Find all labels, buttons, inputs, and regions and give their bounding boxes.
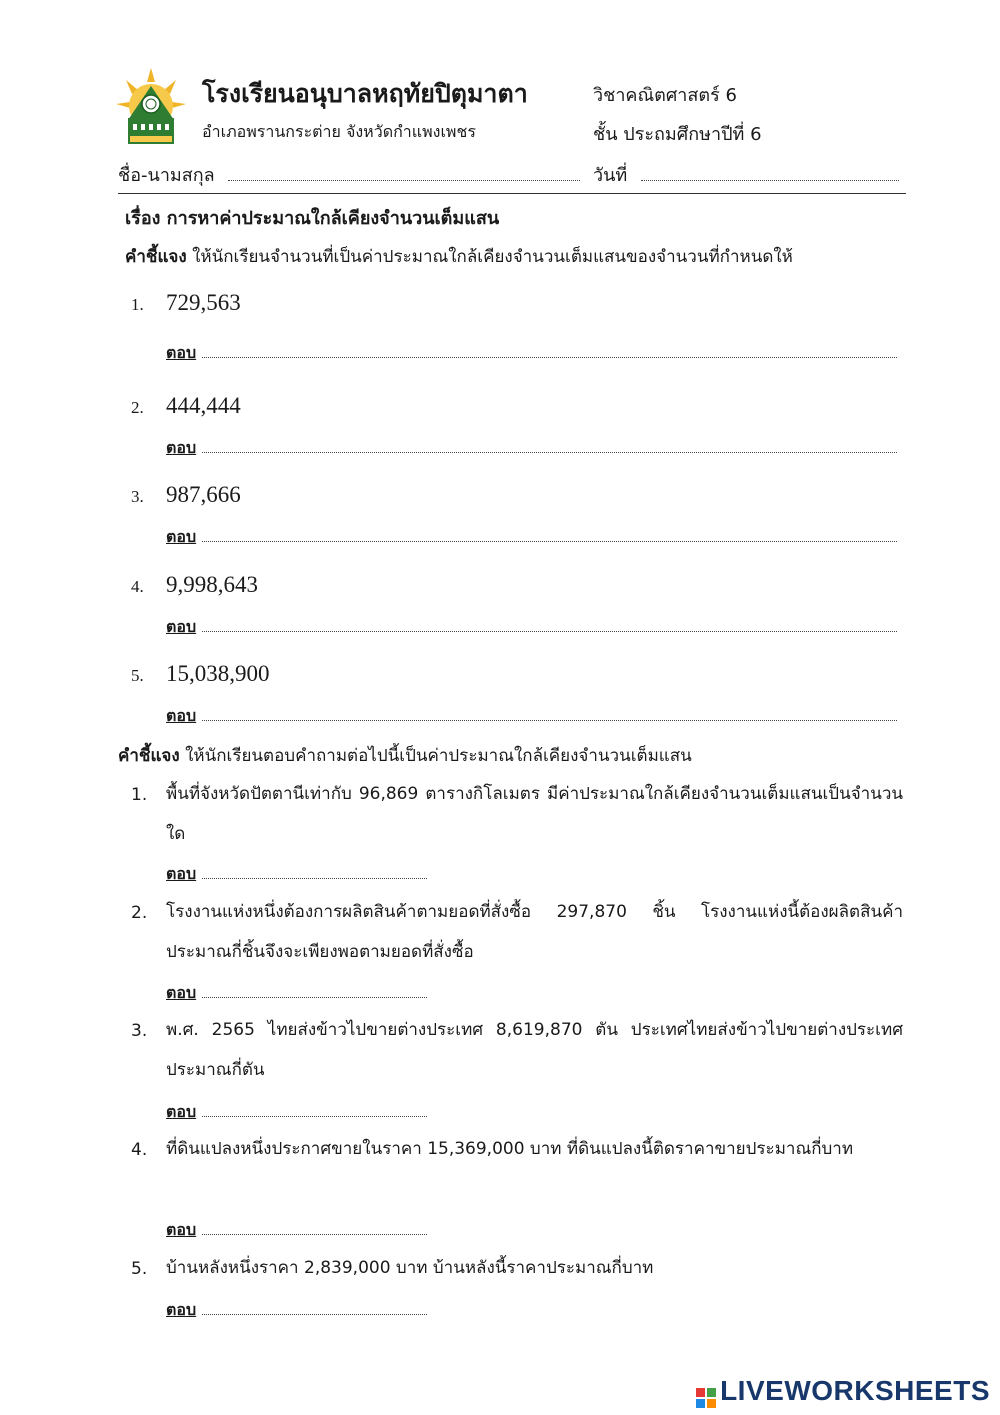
date-answer-line[interactable] — [641, 168, 899, 181]
answer-label: ตอบ — [166, 706, 197, 725]
s1-item-5-value: 15,038,900 — [166, 661, 270, 686]
answer-label: ตอบ — [166, 1102, 197, 1121]
date-row — [593, 160, 899, 189]
header-divider — [118, 193, 906, 194]
subject-label: วิชาคณิตศาสตร์ 6 — [593, 85, 737, 106]
section2-instruction-text: ให้นักเรียนตอบคำถามต่อไปนี้เป็นค่าประมาณใกล้เคียงจำนวนเต็มแสน — [185, 746, 692, 766]
section1-instruction-label: คำชี้แจง — [125, 247, 187, 267]
section2-instruction — [118, 742, 692, 769]
s1-item-2-number: 2. — [131, 398, 144, 417]
name-label: ชื่อ-นามสกุล — [118, 165, 215, 186]
s1-item-5-number: 5. — [131, 666, 144, 685]
s1-item-4-answer — [166, 615, 897, 640]
answer-line[interactable] — [202, 1302, 427, 1315]
s1-item-1-number: 1. — [131, 295, 144, 314]
school-logo — [116, 68, 186, 148]
s1-item-3-number: 3. — [131, 487, 144, 506]
s2-item-3-question: พ.ศ. 2565 ไทยส่งข้าวไปขายต่างประเทศ 8,619,870 ตัน ประเทศไทยส่งข้าวไปขายต่างประเทศประมาณกี่ตัน — [166, 1020, 903, 1080]
answer-label: ตอบ — [166, 1220, 197, 1239]
s1-item-1-value: 729,563 — [166, 290, 241, 315]
answer-line[interactable] — [202, 619, 897, 632]
answer-line[interactable] — [202, 529, 897, 542]
answer-line[interactable] — [202, 1222, 427, 1235]
answer-label: ตอบ — [166, 438, 197, 457]
s1-item-3-answer — [166, 525, 897, 550]
liveworksheets-brand — [696, 1375, 990, 1407]
section1-instruction — [125, 243, 793, 270]
answer-label: ตอบ — [166, 864, 197, 883]
answer-label: ตอบ — [166, 617, 197, 636]
s1-item-4-value: 9,998,643 — [166, 572, 258, 597]
answer-label: ตอบ — [166, 1300, 197, 1319]
answer-line[interactable] — [202, 440, 897, 453]
s2-item-4-number: 4. — [131, 1140, 148, 1160]
brand-text: LIVEWORKSHEETS — [720, 1375, 990, 1406]
s2-item-3-number: 3. — [131, 1021, 148, 1041]
school-name: โรงเรียนอนุบาลหฤทัยปิตุมาตา — [202, 79, 528, 108]
s1-item-3-value: 987,666 — [166, 482, 241, 507]
s2-item-4-question: ที่ดินแปลงหนึ่งประกาศขายในราคา 15,369,000 บาท ที่ดินแปลงนี้ติดราคาขายประมาณกี่บาท — [166, 1139, 854, 1159]
s2-item-1-answer — [166, 862, 427, 887]
date-label: วันที่ — [593, 165, 628, 186]
answer-label: ตอบ — [166, 983, 197, 1002]
answer-label: ตอบ — [166, 527, 197, 546]
answer-label: ตอบ — [166, 343, 197, 362]
s2-item-3-answer — [166, 1100, 427, 1125]
answer-line[interactable] — [202, 866, 427, 879]
s2-item-5-answer — [166, 1298, 427, 1323]
name-answer-line[interactable] — [228, 168, 580, 181]
s2-item-5-number: 5. — [131, 1259, 148, 1279]
answer-line[interactable] — [202, 985, 427, 998]
answer-line[interactable] — [202, 345, 897, 358]
answer-line[interactable] — [202, 708, 897, 721]
school-address: อำเภอพรานกระต่าย จังหวัดกำแพงเพชร — [202, 122, 476, 141]
s1-item-4-number: 4. — [131, 577, 144, 596]
s1-item-2-answer — [166, 436, 897, 461]
s1-item-2-value: 444,444 — [166, 393, 241, 418]
s2-item-5-question: บ้านหลังหนึ่งราคา 2,839,000 บาท บ้านหลังนี้ราคาประมาณกี่บาท — [166, 1258, 654, 1278]
s2-item-2-number: 2. — [131, 903, 148, 923]
s2-item-1-number: 1. — [131, 785, 148, 805]
grade-label: ชั้น ประถมศึกษาปีที่ 6 — [593, 124, 762, 145]
worksheet-topic: เรื่อง การหาค่าประมาณใกล้เคียงจำนวนเต็มแสน — [125, 208, 500, 229]
section2-instruction-label: คำชี้แจง — [118, 746, 180, 766]
s1-item-5-answer — [166, 704, 897, 729]
s2-item-1-question: พื้นที่จังหวัดปัตตานีเท่ากับ 96,869 ตารางกิโลเมตร มีค่าประมาณใกล้เคียงจำนวนเต็มแสนเป็นจำนวนใด — [166, 784, 903, 844]
s2-item-2-answer — [166, 981, 427, 1006]
answer-line[interactable] — [202, 1104, 427, 1117]
s2-item-2-question: โรงงานแห่งหนึ่งต้องการผลิตสินค้าตามยอดที่สั่งซื้อ 297,870 ชิ้น โรงงานแห่งนี้ต้องผลิตสินค้าประมาณกี่ชิ้นจึงจะเพียงพอตามยอดที่สั่งซื้อ — [166, 902, 903, 962]
liveworksheets-logo-icon — [696, 1383, 716, 1403]
section1-instruction-text: ให้นักเรียนจำนวนที่เป็นค่าประมาณใกล้เคียงจำนวนเต็มแสนของจำนวนที่กำหนดให้ — [192, 247, 793, 267]
s1-item-1-answer — [166, 341, 897, 366]
s2-item-4-answer — [166, 1218, 427, 1243]
